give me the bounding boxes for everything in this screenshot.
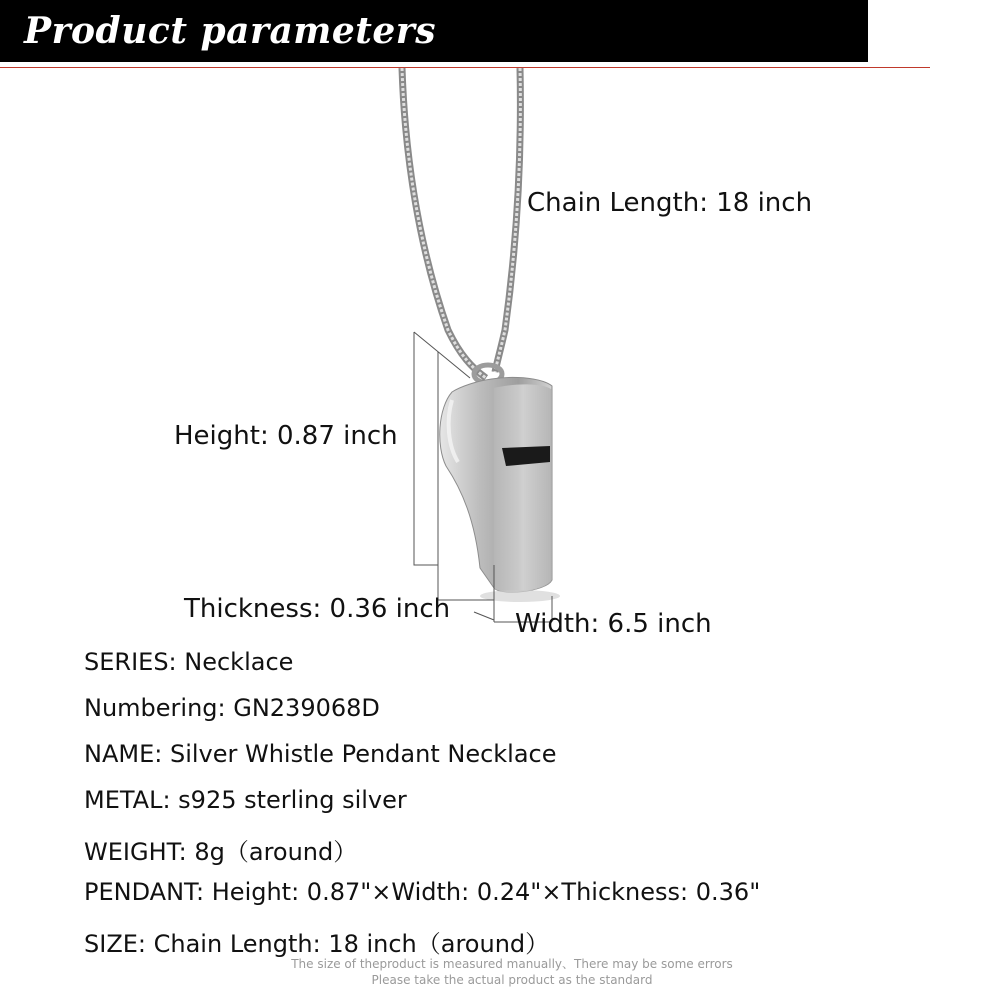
width-label: Width: 6.5 inch	[515, 609, 712, 639]
disclaimer-line-2: Please take the actual product as the standard	[371, 973, 653, 987]
spec-weight: WEIGHT: 8g（around）	[84, 838, 358, 866]
spec-numbering: Numbering: GN239068D	[84, 694, 380, 722]
spec-size: SIZE: Chain Length: 18 inch（around）	[84, 930, 550, 958]
disclaimer-line-1: The size of theproduct is measured manually、There may be some errors	[291, 957, 733, 971]
spec-metal: METAL: s925 sterling silver	[84, 786, 407, 814]
page-title: Product parameters	[24, 10, 437, 52]
chain-length-label: Chain Length: 18 inch	[527, 188, 813, 218]
whistle-pendant	[440, 377, 560, 602]
chain	[402, 68, 520, 378]
height-label: Height: 0.87 inch	[174, 421, 398, 451]
spec-name: NAME: Silver Whistle Pendant Necklace	[84, 740, 557, 768]
thickness-label: Thickness: 0.36 inch	[184, 594, 451, 624]
spec-pendant: PENDANT: Height: 0.87"×Width: 0.24"×Thickness: 0.36"	[84, 878, 761, 906]
spec-series: SERIES: Necklace	[84, 648, 294, 676]
